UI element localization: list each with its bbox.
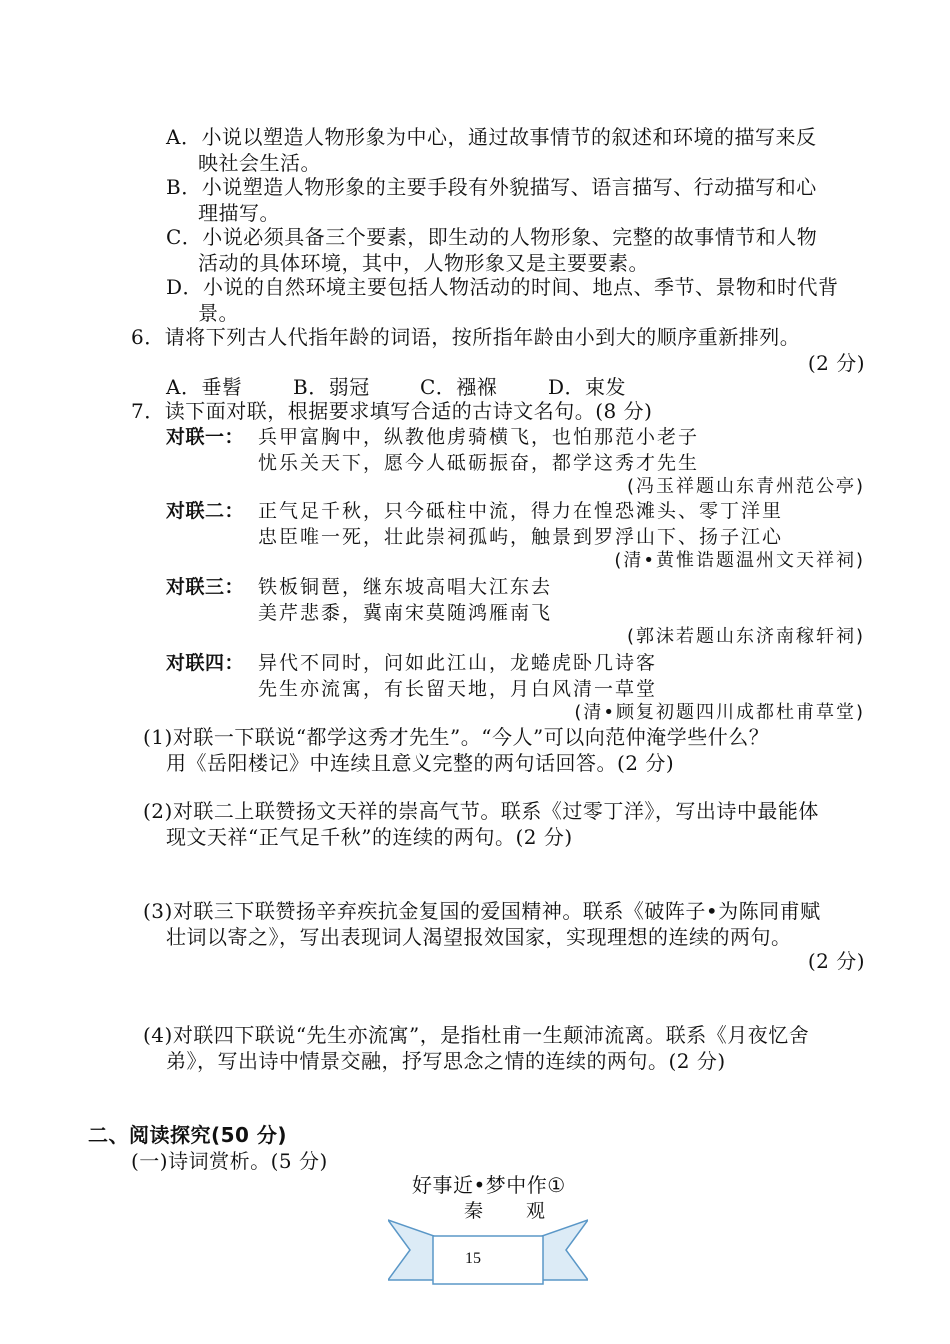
page-number: 15 [465, 1250, 481, 1267]
couplet-2-lower: 忠臣唯一死，壮此崇祠孤屿，触景到罗浮山下、扬子江心 [258, 526, 784, 548]
q5-option-c-line1: C．小说必须具备三个要素，即生动的人物形象、完整的故事情节和人物 [166, 225, 818, 249]
couplet-4-label: 对联四： [166, 652, 245, 674]
q5-option-b-line2: 理描写。 [198, 201, 280, 225]
ribbon-right-tail [542, 1220, 588, 1280]
ribbon-left-tail [388, 1220, 434, 1280]
couplet-2-source: (清•黄惟诰题温州文天祥祠) [614, 550, 865, 571]
couplet-2-upper: 正气足千秋，只今砥柱中流，得力在惶恐滩头、零丁洋里 [258, 500, 784, 522]
q6-option-c: C．襁褓 [420, 375, 498, 399]
couplet-3-lower: 美芹悲黍，冀南宋莫随鸿雁南飞 [258, 602, 553, 624]
poem-title: 好事近•梦中作① [412, 1173, 566, 1197]
couplet-4-lower: 先生亦流寓，有长留天地，月白风清一草堂 [258, 678, 658, 700]
q7-sub-4-line1: (4)对联四下联说“先生亦流寓”，是指杜甫一生颠沛流离。联系《月夜忆舍 [143, 1023, 810, 1047]
q6-option-d: D．束发 [548, 375, 627, 399]
q5-option-d-line2: 景。 [198, 301, 239, 325]
q7-sub-1-line2: 用《岳阳楼记》中连续且意义完整的两句话回答。(2 分) [166, 751, 675, 775]
q7-sub-2-line2: 现文天祥“正气足千秋”的连续的两句。(2 分) [166, 825, 573, 849]
q7-sub-3-score: (2 分) [807, 949, 865, 973]
q7-sub-4-line2: 弟》，写出诗中情景交融，抒写思念之情的连续的两句。(2 分) [166, 1049, 726, 1073]
section-2-heading: 二、阅读探究(50 分) [88, 1123, 288, 1147]
q7-sub-1-line1: (1)对联一下联说“都学这秀才先生”。“今人”可以向范仲淹学些什么？ [143, 725, 770, 749]
q7-question: 7．读下面对联，根据要求填写合适的古诗文名句。(8 分) [131, 399, 653, 423]
poem-author: 秦 观 [464, 1200, 558, 1222]
couplet-3-upper: 铁板铜琶，继东坡高唱大江东去 [258, 576, 553, 598]
q5-option-a-line2: 映社会生活。 [198, 151, 321, 175]
q6-option-a: A．垂髫 [166, 375, 243, 399]
q7-sub-3-line1: (3)对联三下联赞扬辛弃疾抗金复国的爱国精神。联系《破阵子•为陈同甫赋 [143, 899, 821, 923]
q6-score: (2 分) [807, 351, 865, 375]
q5-option-a-line1: A．小说以塑造人物形象为中心，通过故事情节的叙述和环境的描写来反 [166, 125, 817, 149]
couplet-3-label: 对联三： [166, 576, 245, 598]
couplet-1-lower: 忧乐关天下，愿今人砥砺振奋，都学这秀才先生 [258, 452, 700, 474]
couplet-3-source: (郭沫若题山东济南稼轩祠) [626, 626, 865, 647]
couplet-2-label: 对联二： [166, 500, 245, 522]
q5-option-d-line1: D．小说的自然环境主要包括人物活动的时间、地点、季节、景物和时代背 [166, 275, 839, 299]
couplet-1-upper: 兵甲富胸中，纵教他虏骑横飞，也怕那范小老子 [258, 426, 700, 448]
q6-option-b: B．弱冠 [293, 375, 370, 399]
couplet-4-source: (清•顾复初题四川成都杜甫草堂) [574, 702, 865, 723]
q7-sub-3-line2: 壮词以寄之》，写出表现词人渴望报效国家，实现理想的连续的两句。 [166, 925, 792, 949]
couplet-1-label: 对联一： [166, 426, 245, 448]
couplet-4-upper: 异代不同时，问如此江山，龙蜷虎卧几诗客 [258, 652, 658, 674]
q6-question: 6．请将下列古人代指年龄的词语，按所指年龄由小到大的顺序重新排列。 [131, 325, 801, 349]
q5-option-b-line1: B．小说塑造人物形象的主要手段有外貌描写、语言描写、行动描写和心 [166, 175, 817, 199]
q7-sub-2-line1: (2)对联二上联赞扬文天祥的崇高气节。联系《过零丁洋》，写出诗中最能体 [143, 799, 819, 823]
q5-option-c-line2: 活动的具体环境，其中，人物形象又是主要要素。 [198, 251, 649, 275]
section-2-subheading: (一)诗词赏析。(5 分) [131, 1149, 328, 1173]
couplet-1-source: (冯玉祥题山东青州范公亭) [626, 476, 865, 497]
